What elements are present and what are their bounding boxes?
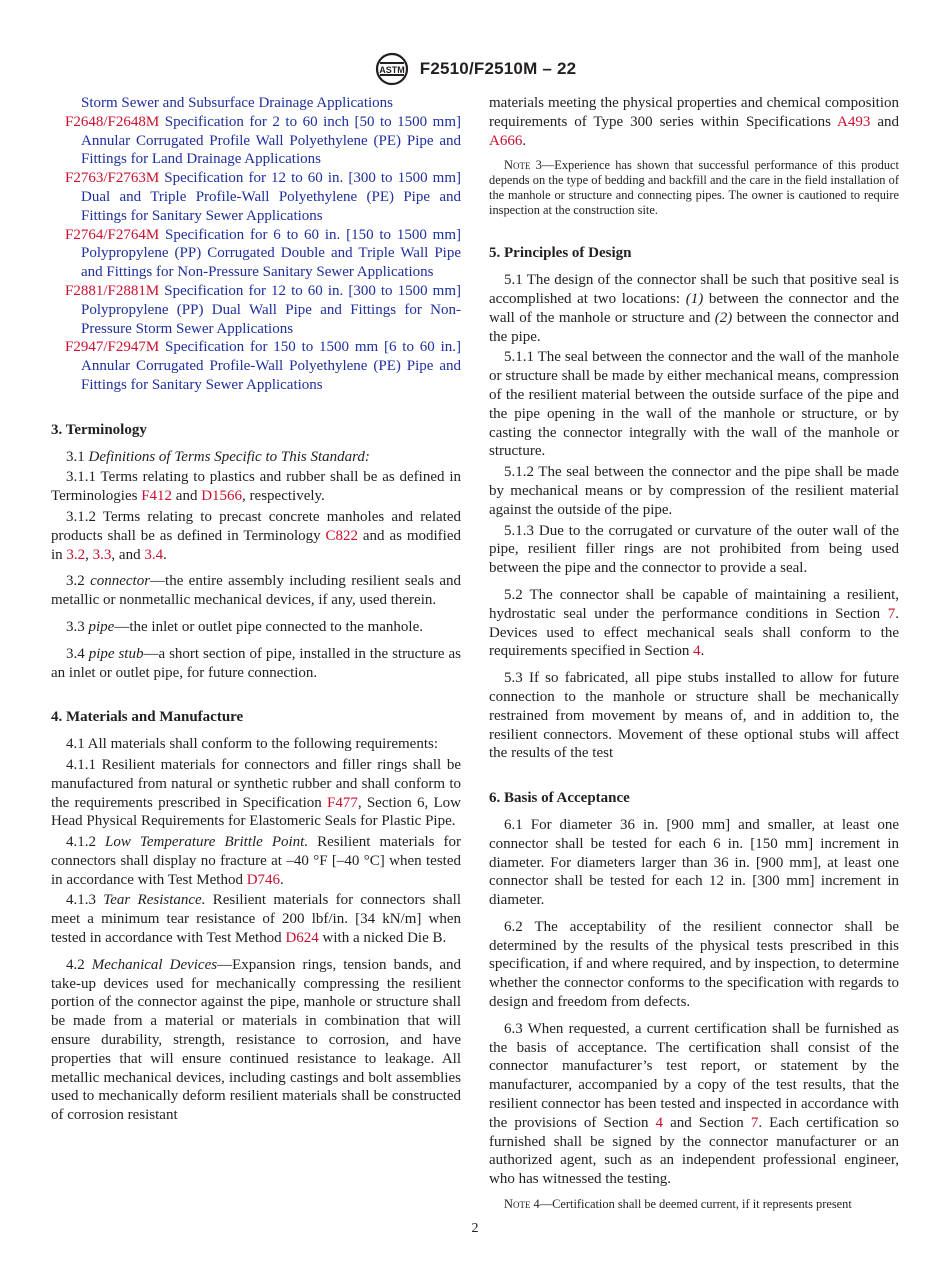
para-3-1: 3.1 Definitions of Terms Specific to This Standard: bbox=[66, 448, 370, 465]
para-3-2: 3.2 connector—the entire assembly including resilient seals and metallic or nonmetallic mechanical devices, if any, used therein. bbox=[51, 573, 461, 609]
section-6-heading: 6. Basis of Acceptance bbox=[489, 790, 630, 807]
left-column bbox=[51, 94, 461, 1125]
para-6-3: 6.3 When requested, a current certification shall be furnished as the basis of acceptance. The certification shall consist of the connector manufacturer’s test report, or statement by the manufacturer, accompanied by a copy of the test results, that the resilient connector has been tested and inspected in accordance with the provisions of Section 4 and Section 7. Each certification so furnished shall be signed by the connector manufacturer or an authorized agent, such as an independent professional engineer, who has witnessed the testing. bbox=[489, 1020, 899, 1188]
xref-section-4[interactable]: 4 bbox=[655, 1114, 664, 1131]
ref-f2947 bbox=[51, 338, 461, 394]
xref-3-3[interactable]: 3.3 bbox=[92, 546, 112, 563]
para-4-1: 4.1 All materials shall conform to the following requirements: bbox=[66, 736, 439, 753]
note-4: Note 4—Certification shall be deemed current, if it represents present bbox=[504, 1197, 852, 1212]
section-5-heading: 5. Principles of Design bbox=[489, 245, 632, 262]
para-5-1-1: 5.1.1 The seal between the connector and the wall of the manhole or structure shall be made by either mechanical means, compression of the resilient material between the outside surface of the pipe and the pipe opening in the wall of the manhole or structure, or by casting the connector integrally with the wall of the manhole or structure. bbox=[489, 349, 899, 460]
para-5-1-3: 5.1.3 Due to the corrugated or curvature of the outer wall of the pipe, resilient filler rings are not prohibited from being used between the pipe and the connector to provide a seal. bbox=[489, 522, 899, 577]
para-3-1-2: 3.1.2 Terms relating to precast concrete manholes and related products shall be as defined in Terminology C822 and as modified in 3.2, 3.3, and 3.4. bbox=[51, 508, 461, 563]
xref-section-4[interactable]: 4 bbox=[693, 643, 701, 660]
ref-code[interactable]: F2881/F2881M bbox=[65, 282, 160, 299]
ref-code[interactable]: F2764/F2764M bbox=[65, 226, 160, 243]
right-column bbox=[489, 94, 899, 1212]
xref-d1566[interactable]: D1566 bbox=[201, 488, 243, 505]
ref-f2764 bbox=[51, 226, 461, 282]
xref-section-7[interactable]: 7 bbox=[750, 1114, 759, 1131]
xref-f477[interactable]: F477 bbox=[327, 794, 358, 811]
para-5-3: 5.3 If so fabricated, all pipe stubs installed to allow for future connection to the manhole or structure shall be mechanically restrained from movement by means of, and in addition to, the resilient connectors. Movement of these optional stubs will affect the results of the test bbox=[489, 670, 899, 762]
page-header bbox=[0, 52, 950, 86]
para-3-1-1: 3.1.1 Terms relating to plastics and rubber shall be as defined in Terminologies F412 and D1566, respectively. bbox=[51, 469, 461, 505]
note-3: Note 3—Experience has shown that successful performance of this product depends on the type of bedding and backfill and the care in the field installation of the manhole or structure and connecting pipes. The owner is cautioned to require inspection at the construction site. bbox=[489, 158, 899, 218]
ref-f2763 bbox=[51, 169, 461, 225]
svg-text:ASTM: ASTM bbox=[379, 65, 405, 75]
xref-d624[interactable]: D624 bbox=[285, 930, 319, 947]
para-3-4: 3.4 pipe stub—a short section of pipe, installed in the structure as an inlet or outlet pipe, for future connection. bbox=[51, 645, 461, 681]
para-5-1-2: 5.1.2 The seal between the connector and the pipe shall be made by mechanical means or by compression of the resilient material against the outside of the pipe. bbox=[489, 464, 899, 518]
para-4-2: 4.2 Mechanical Devices—Expansion rings, tension bands, and take-up devices used for mechanically compressing the resilient portion of the connector against the pipe, manhole or structure shall be made from a material or materials in combination that will ensure durability, strength, resistance to corrosion, and have properties that will ensure continued resistance to leakage. All metallic mechanical devices, including castings and bolt assemblies used to mechanically deform resilient materials shall be constructed of corrosion resistant bbox=[51, 956, 462, 1124]
ref-title[interactable]: Specification for 2 to 60 inch [50 to 1500 mm] Annular Corrugated Profile Wall Polyethylene (PE) Pipe and Fittings for Land Drainage Applications bbox=[81, 113, 462, 168]
para-6-2: 6.2 The acceptability of the resilient connector shall be determined by the results of the physical tests prescribed in this specification, if and where required, and by inspection, to determine whether the connector conforms to the specification with regards to design and freedom from defects. bbox=[489, 918, 899, 1011]
xref-3-2[interactable]: 3.2 bbox=[66, 546, 86, 563]
ref-code[interactable]: F2763/F2763M bbox=[65, 170, 160, 187]
xref-d746[interactable]: D746 bbox=[246, 871, 281, 888]
ref-code[interactable]: F2947/F2947M bbox=[65, 339, 160, 356]
para-3-3: 3.3 pipe—the inlet or outlet pipe connected to the manhole. bbox=[66, 618, 423, 635]
para-6-1: 6.1 For diameter 36 in. [900 mm] and smaller, at least one connector shall be tested for each 6 in. [150 mm] increment in diameter. For diameters larger than 36 in. [900 mm], at least one connector shall be tested for each 12 in. [300 mm] increment in diameter. bbox=[489, 816, 899, 909]
page-number: 2 bbox=[471, 1221, 479, 1236]
document-designation: F2510/F2510M – 22 bbox=[419, 59, 577, 78]
para-4-1-2: 4.1.2 Low Temperature Brittle Point. Resilient materials for connectors shall display no fracture at –40 °F [–40 °C] when tested in accordance with Test Method D746. bbox=[51, 834, 461, 888]
xref-a666[interactable]: A666 bbox=[489, 132, 523, 149]
ref-continuation: Storm Sewer and Subsurface Drainage Applications bbox=[81, 95, 394, 111]
section-4-heading: 4. Materials and Manufacture bbox=[51, 709, 244, 726]
section-3-heading: 3. Terminology bbox=[51, 421, 147, 438]
ref-title[interactable]: Specification for 6 to 60 in. [150 to 1500 mm] Polypropylene (PP) Corrugated Double and Triple Wall Pipe and Fittings for Non-Pressure Sanitary Sewer Applications bbox=[81, 226, 461, 281]
xref-c822[interactable]: C822 bbox=[325, 527, 359, 544]
para-4-2-continued: materials meeting the physical properties and chemical composition requirements of Type 300 series within Specifications A493 and A666. bbox=[489, 95, 899, 149]
xref-3-4[interactable]: 3.4 bbox=[144, 546, 164, 563]
ref-title[interactable]: Specification for 12 to 60 in. [300 to 1500 mm] Dual and Triple Profile-Wall Polyethylene (PE) Pipe and Fittings for Sanitary Sewer Applications bbox=[81, 170, 461, 224]
para-4-1-1: 4.1.1 Resilient materials for connectors and filler rings shall be manufactured from natural or synthetic rubber and shall conform to the requirements prescribed in Specification F477, Section 6, Low Head Physical Requirements for Elastomeric Seals for Plastic Pipe. bbox=[51, 756, 461, 830]
xref-section-7[interactable]: 7 bbox=[887, 605, 896, 622]
ref-title[interactable]: Specification for 150 to 1500 mm [6 to 60 in.] Annular Corrugated Profile-Wall Polyethylene (PE) Pipe and Fittings for Sanitary Sewer Applications bbox=[81, 339, 461, 393]
ref-title[interactable]: Specification for 12 to 60 in. [300 to 1500 mm] Polypropylene (PP) Dual Wall Pipe and Fittings for Non-Pressure Storm Sewer Applications bbox=[81, 282, 461, 337]
ref-f2648 bbox=[51, 113, 461, 169]
xref-f412[interactable]: F412 bbox=[141, 488, 173, 505]
para-5-1: 5.1 The design of the connector shall be such that positive seal is accomplished at two locations: (1) between the connector and the wall of the manhole or structure and (2) between the connector and the pipe. bbox=[489, 272, 899, 345]
ref-f2881 bbox=[51, 282, 461, 338]
para-4-1-3: 4.1.3 Tear Resistance. Resilient materials for connectors shall meet a minimum tear resistance of 200 lbf/in. [34 kN/m] when tested in accordance with Test Method D624 with a nicked Die B. bbox=[51, 892, 462, 947]
ref-code[interactable]: F2648/F2648M bbox=[65, 113, 160, 130]
astm-logo bbox=[374, 52, 410, 86]
xref-a493[interactable]: A493 bbox=[837, 113, 871, 130]
para-5-2: 5.2 The connector shall be capable of maintaining a resilient, hydrostatic seal under the performance conditions in Section 7. Devices used to effect mechanical seals shall conform to the requirements specified in Section 4. bbox=[489, 586, 899, 660]
